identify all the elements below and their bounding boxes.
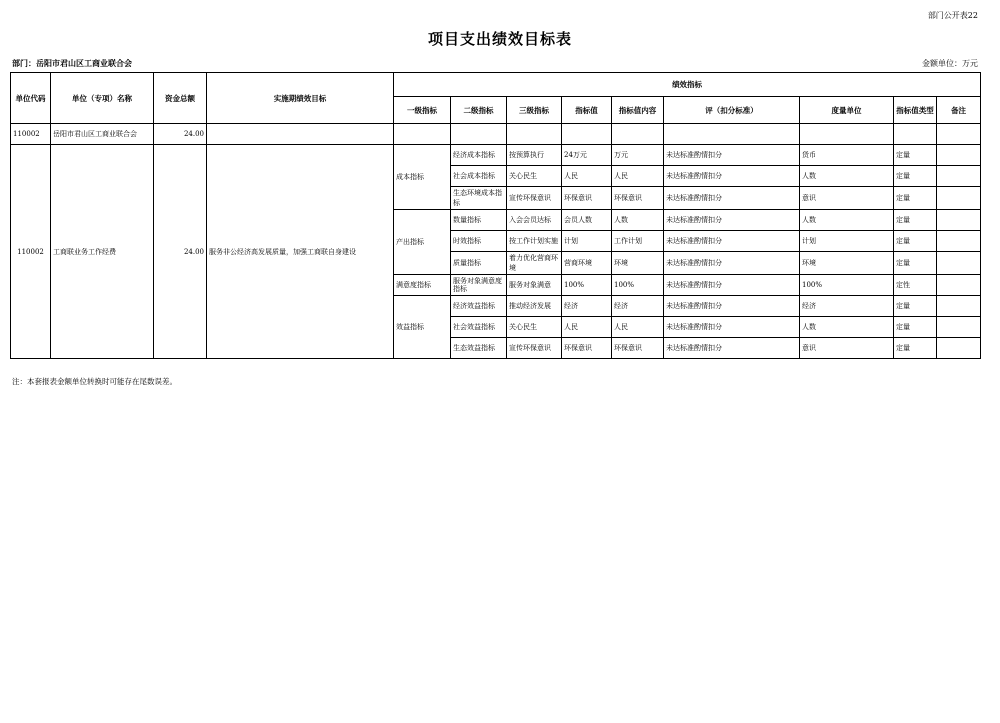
form-number-tag: 部门公开表22 [927,11,978,20]
header-level2: 二级指标 [451,97,507,124]
type-cell: 定量 [894,296,937,317]
header-level1: 一级指标 [394,97,451,124]
value-cell: 会员人数 [562,210,612,231]
type-cell: 定性 [894,275,937,296]
measure-cell: 人数 [800,210,894,231]
value-cell: 环保意识 [562,338,612,359]
level1-cell: 产出指标 [394,210,451,275]
remark-cell [937,231,981,252]
value-cell: 人民 [562,317,612,338]
value-cell: 营商环境 [562,252,612,275]
measure-cell: 货币 [800,145,894,166]
level2-cell: 生态效益指标 [451,338,507,359]
level3-cell: 按预算执行 [507,145,562,166]
level2-cell: 经济成本指标 [451,145,507,166]
level2-cell: 数量指标 [451,210,507,231]
type-cell: 定量 [894,145,937,166]
header-unit-name: 单位（专项）名称 [51,73,154,124]
remark-cell [937,166,981,187]
measure-cell: 环境 [800,252,894,275]
table-row-unit [11,124,981,145]
value-cell: 计划 [562,231,612,252]
remark-cell [937,296,981,317]
level2-cell: 时效指标 [451,231,507,252]
content-cell: 环保意识 [612,338,664,359]
type-cell: 定量 [894,252,937,275]
criteria-cell: 未达标准酌情扣分 [664,296,800,317]
value-cell: 环保意识 [562,187,612,210]
level3-cell: 关心民生 [507,166,562,187]
remark-cell [937,338,981,359]
value-cell: 人民 [562,166,612,187]
type-cell: 定量 [894,231,937,252]
header-fund-total: 资金总额 [154,73,207,124]
amount-unit-label: 金额单位：万元 [922,59,978,68]
type-cell: 定量 [894,187,937,210]
project-code-cell: 110002 [11,145,51,359]
content-cell: 环保意识 [612,187,664,210]
level1-cell: 成本指标 [394,145,451,210]
type-cell: 定量 [894,317,937,338]
level2-cell: 服务对象满意度指标 [451,275,507,296]
criteria-cell: 未达标准酌情扣分 [664,145,800,166]
criteria-cell: 未达标准酌情扣分 [664,317,800,338]
remark-cell [937,210,981,231]
header-indicator-value: 指标值 [562,97,612,124]
criteria-cell: 未达标准酌情扣分 [664,231,800,252]
content-cell: 人数 [612,210,664,231]
content-cell: 万元 [612,145,664,166]
unit-code-cell: 110002 [11,124,51,145]
type-cell: 定量 [894,210,937,231]
criteria-cell: 未达标准酌情扣分 [664,210,800,231]
criteria-cell: 未达标准酌情扣分 [664,275,800,296]
level3-cell: 关心民生 [507,317,562,338]
unit-name-cell: 岳阳市君山区工商业联合会 [51,124,154,145]
criteria-cell: 未达标准酌情扣分 [664,187,800,210]
value-cell: 24万元 [562,145,612,166]
level3-cell: 服务对象满意 [507,275,562,296]
remark-cell [937,275,981,296]
level2-cell: 质量指标 [451,252,507,275]
level2-cell: 社会效益指标 [451,317,507,338]
level2-cell: 生态环境成本指标 [451,187,507,210]
level2-cell: 经济效益指标 [451,296,507,317]
unit-fund-cell: 24.00 [154,124,207,145]
header-level3: 三级指标 [507,97,562,124]
header-performance-indicators: 绩效指标 [394,73,981,97]
header-measure-unit: 度量单位 [800,97,894,124]
level3-cell: 宣传环保意识 [507,187,562,210]
remark-cell [937,317,981,338]
project-fund-cell: 24.00 [154,145,207,359]
footnote: 注：本套报表金额单位转换时可能存在尾数误差。 [12,377,177,386]
level1-cell: 满意度指标 [394,275,451,296]
value-cell: 100% [562,275,612,296]
content-cell: 100% [612,275,664,296]
header-goal: 实施期绩效目标 [207,73,394,124]
measure-cell: 计划 [800,231,894,252]
level3-cell: 按工作计划实施 [507,231,562,252]
project-goal-cell: 服务非公经济高发展质量，加强工商联自身建设 [207,145,394,359]
criteria-cell: 未达标准酌情扣分 [664,252,800,275]
remark-cell [937,252,981,275]
measure-cell: 人数 [800,317,894,338]
content-cell: 经济 [612,296,664,317]
project-name-cell: 工商联业务工作经费 [51,145,154,359]
level1-cell: 效益指标 [394,296,451,359]
content-cell: 环境 [612,252,664,275]
remark-cell [937,187,981,210]
measure-cell: 意识 [800,338,894,359]
header-unit-code: 单位代码 [11,73,51,124]
remark-cell [937,145,981,166]
header-criteria: 评（扣分标准） [664,97,800,124]
header-indicator-content: 指标值内容 [612,97,664,124]
type-cell: 定量 [894,338,937,359]
level3-cell: 着力优化营商环境 [507,252,562,275]
content-cell: 人民 [612,166,664,187]
criteria-cell: 未达标准酌情扣分 [664,338,800,359]
level3-cell: 入会会员达标 [507,210,562,231]
type-cell: 定量 [894,166,937,187]
content-cell: 工作计划 [612,231,664,252]
measure-cell: 意识 [800,187,894,210]
measure-cell: 经济 [800,296,894,317]
table-row [11,145,981,166]
criteria-cell: 未达标准酌情扣分 [664,166,800,187]
content-cell: 人民 [612,317,664,338]
header-value-type: 指标值类型 [894,97,937,124]
level3-cell: 推动经济发展 [507,296,562,317]
measure-cell: 人数 [800,166,894,187]
header-remark: 备注 [937,97,981,124]
performance-target-table [10,72,981,359]
page-title: 项目支出绩效目标表 [427,30,572,48]
level3-cell: 宣传环保意识 [507,338,562,359]
value-cell: 经济 [562,296,612,317]
measure-cell: 100% [800,275,894,296]
level2-cell: 社会成本指标 [451,166,507,187]
department-label: 部门：岳阳市君山区工商业联合会 [12,58,132,68]
